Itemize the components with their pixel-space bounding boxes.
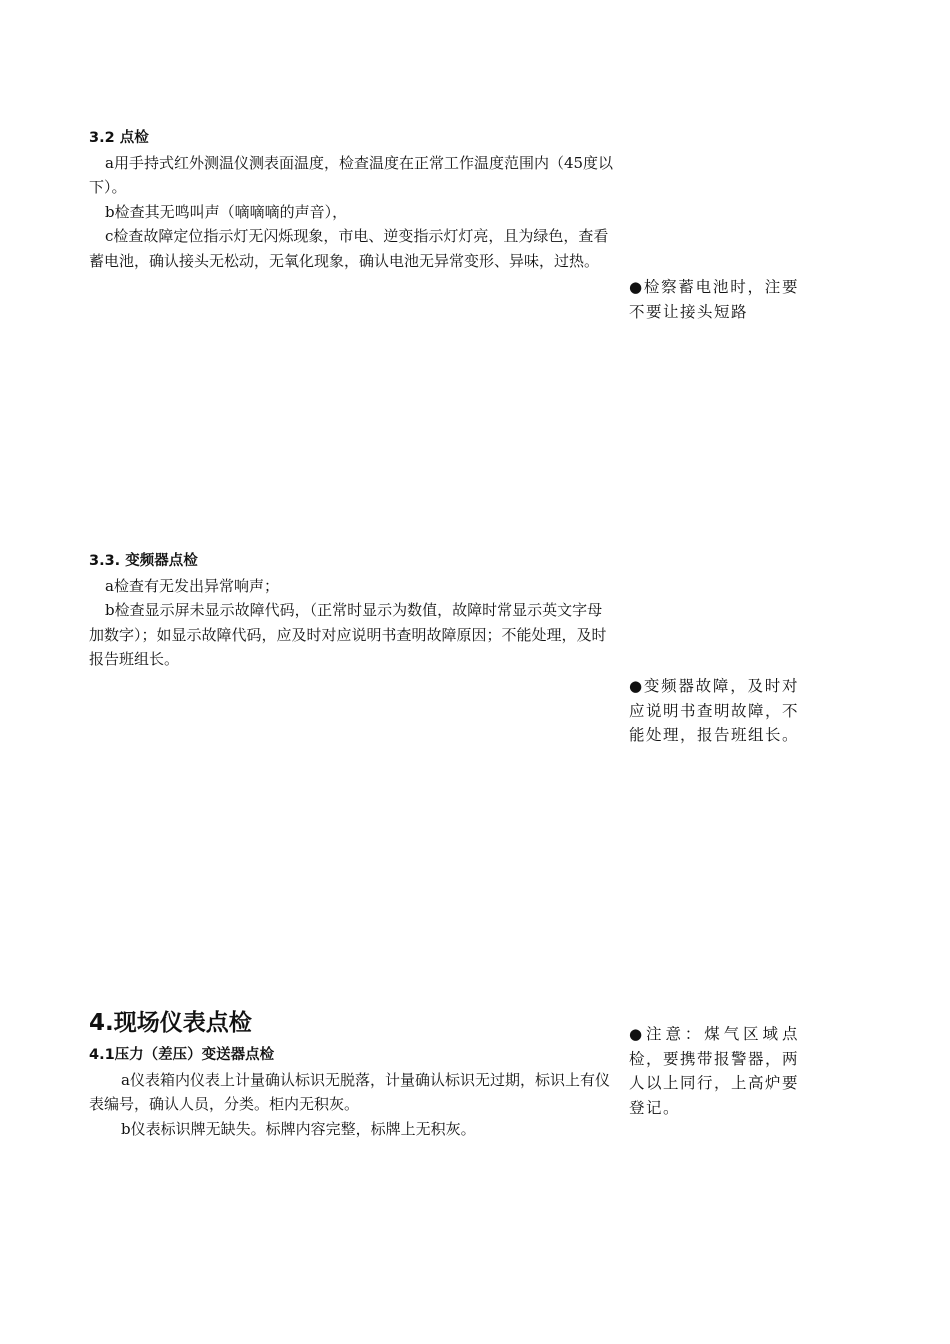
paragraph: b检查其无鸣叫声（嘀嘀嘀的声音）， xyxy=(105,202,348,221)
paragraph: b检查显示屏未显示故障代码，（正常时显示为数值，故障时常显示英文字母加数字）；如显示故障代码，应及时对应说明书查明故障原因；不能处理，及时报告班组长。 xyxy=(89,601,607,668)
side-note-3-3 xyxy=(629,674,799,748)
bullet-icon: ● xyxy=(629,677,644,695)
section-heading: 3.2 点检 xyxy=(89,130,149,146)
section-3-3 xyxy=(89,549,614,672)
paragraph: c检查故障定位指示灯无闪烁现象，市电、逆变指示灯灯亮，且为绿色，查看蓄电池，确认接头无松动，无氧化现象，确认电池无异常变形、异味，过热。 xyxy=(89,227,609,270)
section-heading: 4.1压力（差压）变送器点检 xyxy=(89,1047,275,1063)
note-text: 注意：煤气区域点检，要携带报警器，两人以上同行，上高炉要登记。 xyxy=(629,1025,800,1117)
side-note-3-2 xyxy=(629,275,799,324)
bullet-icon: ● xyxy=(629,1025,647,1043)
section-heading: 3.3. 变频器点检 xyxy=(89,553,198,569)
section-3-2 xyxy=(89,126,614,273)
chapter-heading: 4.现场仪表点检 xyxy=(89,1010,252,1036)
paragraph: b仪表标识牌无缺失。标牌内容完整，标牌上无积灰。 xyxy=(121,1119,476,1138)
note-text: 检察蓄电池时，注要不要让接头短路 xyxy=(629,278,799,321)
paragraph: a用手持式红外测温仪测表面温度，检查温度在正常工作温度范围内（45度以下）。 xyxy=(89,153,614,196)
section-4 xyxy=(89,1005,614,1141)
paragraph: a检查有无发出异常响声； xyxy=(105,576,279,595)
note-text: 变频器故障，及时对应说明书查明故障，不能处理，报告班组长。 xyxy=(629,677,800,744)
bullet-icon: ● xyxy=(629,278,644,296)
side-note-4 xyxy=(629,1022,799,1120)
paragraph: a仪表箱内仪表上计量确认标识无脱落，计量确认标识无过期，标识上有仪表编号，确认人员，分类。柜内无积灰。 xyxy=(89,1070,610,1113)
